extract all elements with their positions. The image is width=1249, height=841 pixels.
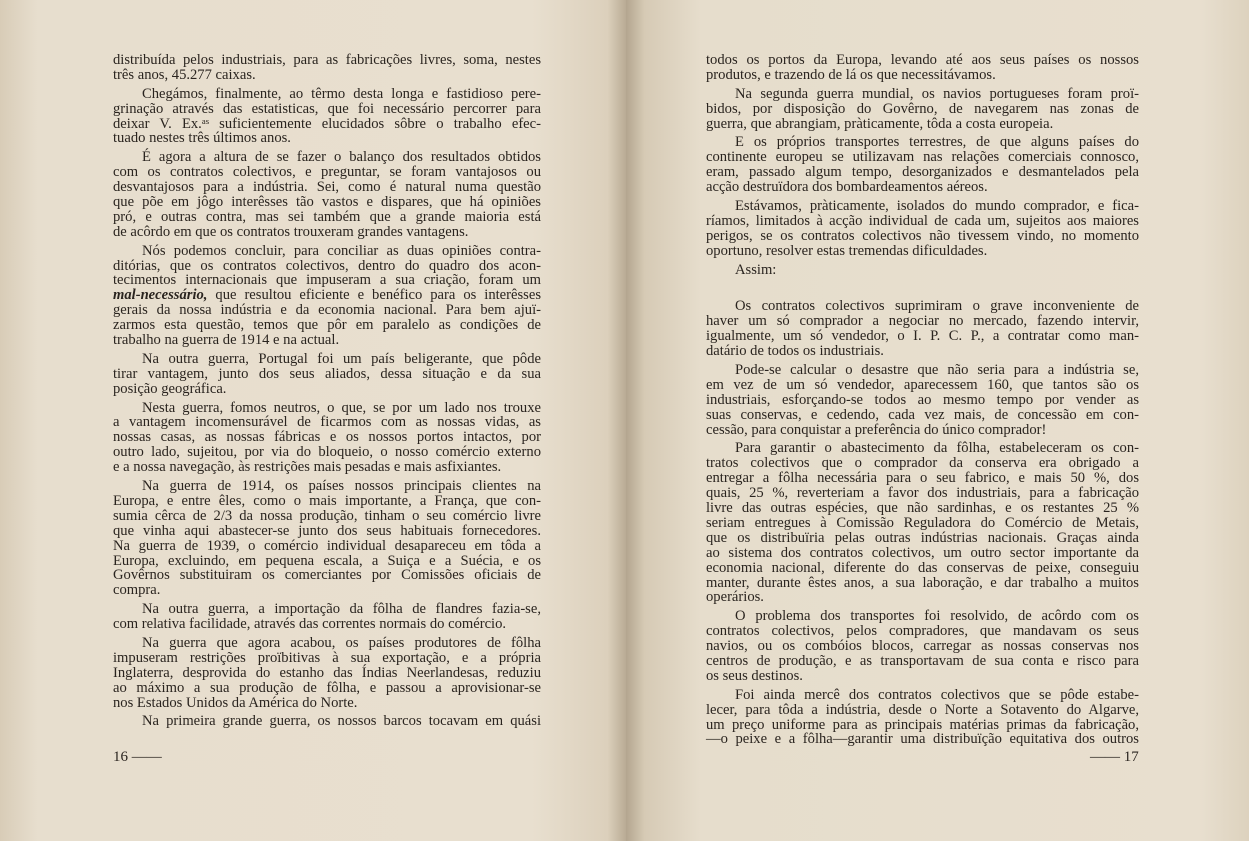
- text-line: Foi ainda mercê dos contratos colectivos que se pôde estabe-: [735, 686, 1139, 703]
- text-line: guerra, que abrangiam, pràticamente, tôda a costa europeia.: [706, 115, 1054, 132]
- paragraph: [113, 244, 541, 348]
- text-line: contratos colectivos, pelos compradores, que mandavam os seus: [706, 623, 1139, 640]
- paragraph: [113, 87, 541, 147]
- text-line: E os próprios transportes terrestres, de que alguns países do: [735, 134, 1139, 151]
- text-line: datário de todos os industriais.: [706, 343, 884, 360]
- text-line: ao máximo a sua produção de fôlha, e passou a aprovisionar-se: [113, 679, 541, 696]
- text-line: deixar V. Ex.ᵃˢ suficientemente elucidados sôbre o trabalho efec-: [113, 115, 541, 132]
- text-line: suas conservas, e cedendo, cada vez mais, de concessão em con-: [706, 406, 1139, 423]
- text-line: quais, 25 %, reverteriam a favor dos industriais, para a fabricação: [706, 485, 1139, 502]
- text-line: que põe em jôgo interêsses tão vastos e dispares, que há opiniões: [113, 194, 541, 211]
- text-line: É agora a altura de se fazer o balanço dos resultados obtidos: [142, 149, 541, 166]
- text-line: navios, ou os combóios blocos, carregar as nossas conservas nos: [706, 638, 1139, 655]
- text-line: igualmente, um só vendedor, o I. P. C. P., a contratar como man-: [706, 328, 1139, 345]
- paragraph: [113, 602, 541, 632]
- text-line: Os contratos colectivos suprimiram o grave inconveniente de: [735, 298, 1139, 315]
- text-line: ditórias, que os contratos colectivos, dentro do quadro dos acon-: [113, 257, 541, 274]
- paragraph: [113, 53, 541, 83]
- text-line: haver um só comprador a negociar no mercado, fazendo intervir,: [706, 313, 1139, 330]
- text-line: três anos, 45.277 caixas.: [113, 66, 256, 83]
- text-line: oportuno, resolver estas tremendas dificuldades.: [706, 242, 988, 259]
- text-line: operários.: [706, 589, 764, 606]
- text-line: O problema dos transportes foi resolvido, de acôrdo com os: [735, 608, 1139, 625]
- text-line: tuado nestes três últimos anos.: [113, 130, 291, 147]
- text-line: nossas casas, as nossas fábricas e os nossos portos intactos, por: [113, 429, 541, 446]
- text-line: impuseram restrições proïbitivas à sua exportação, e a própria: [113, 649, 541, 666]
- text-line: bidos, por disposição do Govêrno, de navegarem nas zonas de: [706, 100, 1139, 117]
- text-line: seriam entregues à Comissão Reguladora do Comércio de Metais,: [706, 514, 1139, 531]
- text-line: Nesta guerra, fomos neutros, o que, se por um lado nos trouxe: [142, 399, 541, 416]
- paragraph: [706, 135, 1139, 195]
- text-line: entregar a fôlha necessária para o seu fabrico, e mais 50 %, dos: [706, 470, 1139, 487]
- text-line: e a nossa navegação, às restrições mais pesadas e mais asfixiantes.: [113, 459, 502, 476]
- text-line: desvantajosos para a indústria. Sei, como é natural numa questão: [113, 179, 541, 196]
- text-line: —o peixe e a fôlha—garantir uma distribuïção equitativa dos outros: [706, 731, 1139, 748]
- page-number-right: —— 17: [1090, 749, 1139, 765]
- text-line: ao sistema dos contratos colectivos, um outro sector importante da: [706, 544, 1139, 561]
- text-line: gerais da nossa indústria e da economia nacional. Para bem ajuï-: [113, 302, 541, 319]
- text-line: Europa, e entre êles, como o mais importante, a França, que con-: [113, 492, 541, 509]
- paragraph: [113, 150, 541, 239]
- paragraph: [706, 609, 1139, 683]
- text-line: perigos, se os contratos colectivos não tivessem vindo, no momento: [706, 227, 1139, 244]
- text-line: trabalho na guerra de 1914 e na actual.: [113, 332, 340, 349]
- paragraph: [706, 53, 1139, 83]
- text-line: com os contratos colectivos, e preguntar, se foram vantajosos ou: [113, 164, 541, 181]
- text-line: com relativa facilidade, através das correntes normais do comércio.: [113, 616, 507, 633]
- paragraph: [113, 352, 541, 397]
- text-line: Na primeira grande guerra, os nossos barcos tocavam em quási: [142, 713, 541, 730]
- paragraph: [113, 714, 541, 729]
- text-line: Pode-se calcular o desastre que não seria para a indústria se,: [735, 362, 1139, 379]
- right-page: [626, 0, 1249, 841]
- paragraph: [706, 363, 1139, 437]
- text-line: a vantagem incomensurável de ficarmos com as nossas vidas, as: [113, 414, 541, 431]
- text-line: acção destruïdora dos bombardeamentos aéreos.: [706, 179, 988, 196]
- text-line: livre das outras espécies, que não sardinhas, e os restantes 25 %: [706, 500, 1139, 517]
- text-line: tratos colectivos que o comprador da conserva era obrigado a: [706, 455, 1139, 472]
- paragraph: [706, 199, 1139, 259]
- left-page-text: [113, 53, 541, 733]
- right-page-text: [706, 53, 1139, 751]
- text-line: distribuída pelos industriais, para as fabricações livres, soma, nestes: [113, 52, 541, 68]
- text-line: tecimentos internacionais que impuseram a sua criação, foram um: [113, 272, 541, 289]
- text-line: posição geográfica.: [113, 380, 227, 397]
- text-line: Para garantir o abastecimento da fôlha, estabeleceram os con-: [735, 440, 1139, 457]
- paragraph: [706, 299, 1139, 359]
- text-line: todos os portos da Europa, levando até aos seus países os nossos: [706, 52, 1139, 68]
- text-line: mal-necessário, que resultou eficiente e benéfico para os interêsses: [113, 287, 541, 304]
- text-line: ríamos, limitados à acção individual de cada um, sujeitos aos maiores: [706, 212, 1139, 229]
- page-number-left: 16 ——: [113, 749, 162, 765]
- emphasized-term: mal-necessário,: [113, 287, 208, 304]
- text-line: compra.: [113, 582, 161, 599]
- text-line: zarmos esta questão, temos que pôr em paralelo as condições de: [113, 317, 541, 334]
- text-line: nos Estados Unidos da América do Norte.: [113, 694, 358, 711]
- text-line: que os distribuïria pelas outras indústrias nacionais. Graças ainda: [706, 529, 1139, 546]
- text-line: Inglaterra, desprovida do estanho das Índias Neerlandesas, reduziu: [113, 664, 541, 681]
- text-line: Na outra guerra, Portugal foi um país beligerante, que pôde: [142, 350, 541, 367]
- paragraph: [113, 479, 541, 598]
- text-line: Europa, excluindo, em pequena escala, a Suiça e a Suécia, e os: [113, 552, 541, 569]
- text-line: os seus destinos.: [706, 667, 803, 684]
- text-line: produtos, e trazendo de lá os que necessitávamos.: [706, 66, 996, 83]
- text-line: pró, e outras contra, mas sei também que a grande maioria está: [113, 208, 541, 225]
- text-line: Nós podemos concluir, para conciliar as duas opiniões contra-: [142, 242, 541, 259]
- text-line: manter, durante êstes anos, a sua laboração, e dar trabalho a muitos: [706, 574, 1139, 591]
- text-line: lecer, para tôda a indústria, desde o Norte a Sotavento do Algarve,: [706, 701, 1139, 718]
- paragraph: [113, 636, 541, 710]
- text-line: Na outra guerra, a importação da fôlha de flandres fazia-se,: [142, 601, 541, 618]
- text-line: grinação através das estatisticas, que foi necessário percorrer para: [113, 100, 541, 117]
- paragraph: [706, 441, 1139, 605]
- text-line: centros de produção, e as transportavam de sua conta e risco para: [706, 652, 1139, 669]
- text-line: em vez de um só vendedor, aparecessem 160, que tantos são os: [706, 376, 1139, 393]
- text-line: um preço uniforme para as principais matérias primas da fabricação,: [706, 716, 1139, 733]
- text-line: Na guerra que agora acabou, os países produtores de fôlha: [142, 634, 541, 651]
- text-line: continente europeu se utilizavam nas relações comerciais connosco,: [706, 149, 1139, 166]
- paragraph: [706, 87, 1139, 132]
- paragraph: [113, 401, 541, 475]
- text-line: industriais, esforçando-se todos ao mesmo tempo por vender as: [706, 391, 1139, 408]
- text-line: sumia cêrca de 2/3 da nossa produção, tinham o seu comércio livre: [113, 507, 541, 524]
- text-line: Chegámos, finalmente, ao têrmo desta longa e fastidioso pere-: [142, 85, 541, 102]
- text-line: Na guerra de 1914, os países nossos principais clientes na: [142, 478, 541, 495]
- text-line: Assim:: [735, 261, 777, 278]
- text-line: de acôrdo em que os contratos trouxeram grandes vantagens.: [113, 223, 469, 240]
- text-line: Estávamos, pràticamente, isolados do mundo comprador, e fica-: [735, 198, 1139, 215]
- paragraph: [706, 688, 1139, 748]
- text-line: Na guerra de 1939, o comércio individual desapareceu em tôda a: [113, 537, 541, 554]
- text-line: Govêrnos substituiram os comerciantes por Comissões oficiais de: [113, 567, 541, 584]
- text-line: economia nacional, diferente do das conservas de peixe, conseguiu: [706, 559, 1139, 576]
- text-line: tirar vantagem, junto dos seus aliados, dessa situação e da sua: [113, 365, 541, 382]
- text-line: cessão, para conquistar a preferência do único comprador!: [706, 421, 1047, 438]
- text-line: Na segunda guerra mundial, os navios portugueses foram proï-: [735, 85, 1139, 102]
- paragraph: [706, 263, 1139, 278]
- text-line: outro lado, sujeitou, por via do bloqueio, o nosso comércio externo: [113, 444, 541, 461]
- text-line: que vinha aqui abastecer-se junto dos seus habituais fornecedores.: [113, 522, 541, 539]
- text-line: eram, passado algum tempo, desorganizados e desmantelados pela: [706, 164, 1139, 181]
